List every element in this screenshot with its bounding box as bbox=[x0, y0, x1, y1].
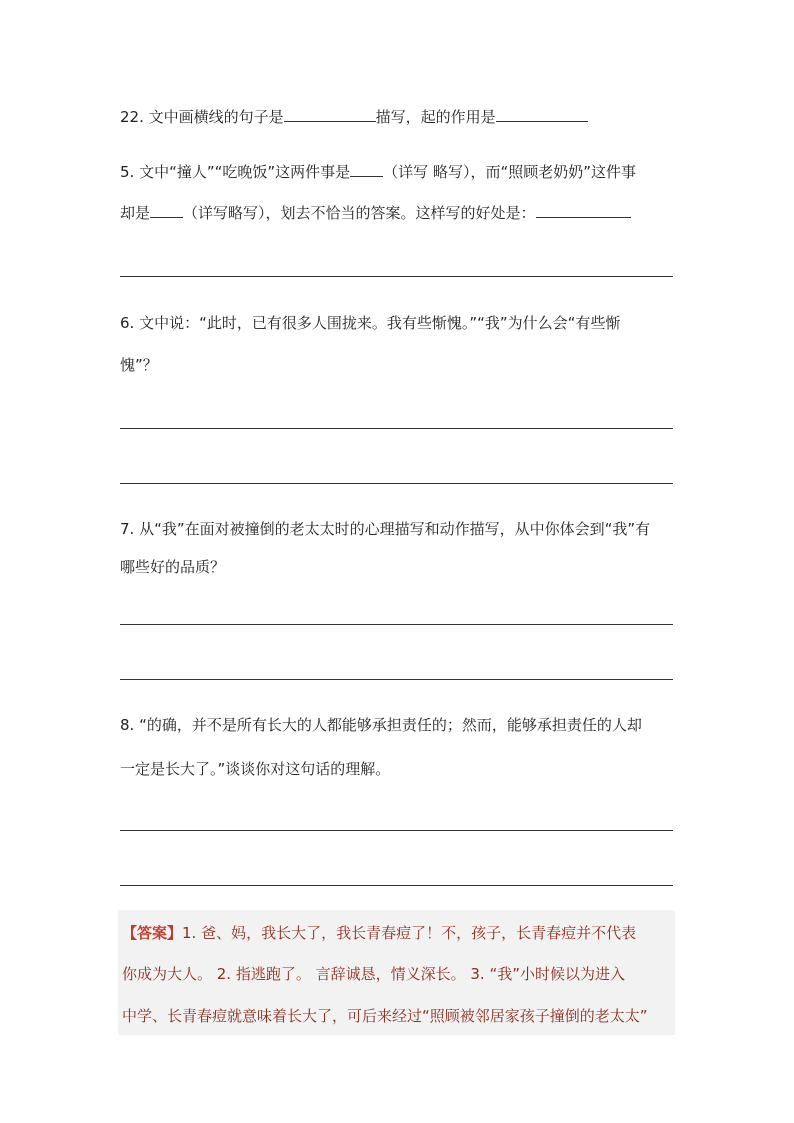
answer-line[interactable] bbox=[120, 679, 673, 680]
question-22 bbox=[120, 107, 588, 127]
answer-blank[interactable] bbox=[536, 203, 631, 218]
question-5-text: 却是 bbox=[120, 204, 151, 222]
answer-line[interactable] bbox=[120, 624, 673, 625]
answer-blank[interactable] bbox=[496, 107, 588, 122]
question-5-text: （详写略写），划去不恰当的答案。这样写的好处是： bbox=[183, 204, 536, 222]
question-7-line-2: 哪些好的品质？ bbox=[120, 558, 226, 576]
answer-text: 1. 爸、妈，我长大了，我长青春痘了！不，孩子，长青春痘并不代表 bbox=[182, 924, 637, 942]
answer-tag: 【答案】 bbox=[122, 924, 183, 942]
answer-line-1 bbox=[122, 923, 636, 943]
question-5-text: 5. 文中“撞人”“吃晚饭”这两件事是 bbox=[120, 163, 351, 181]
question-6-line-1: 6. 文中说：“此时，已有很多人围拢来。我有些惭愧。”“我”为什么会“有些惭 bbox=[120, 314, 621, 332]
question-22-text: 22. 文中画横线的句子是 bbox=[120, 108, 284, 126]
answer-line-3: 中学、长青春痘就意味着长大了，可后来经过“照顾被邻居家孩子撞倒的老太太” bbox=[122, 1007, 648, 1025]
question-5-line-1 bbox=[120, 162, 636, 182]
answer-line[interactable] bbox=[120, 885, 673, 886]
question-7-line-1: 7. 从“我”在面对被撞倒的老太太时的心理描写和动作描写，从中你体会到“我”有 bbox=[120, 520, 651, 538]
answer-block bbox=[118, 910, 675, 1035]
answer-blank[interactable] bbox=[284, 107, 376, 122]
answer-line[interactable] bbox=[120, 276, 673, 277]
question-22-text-mid: 描写，起的作用是 bbox=[375, 108, 496, 126]
question-5-text: （详写 略写），而“照顾老奶奶”这件事 bbox=[383, 163, 636, 181]
answer-line-2: 你成为大人。 2. 指逃跑了。 言辞诚恳，情义深长。 3. “我”小时候以为进入 bbox=[122, 965, 626, 983]
answer-line[interactable] bbox=[120, 830, 673, 831]
answer-blank[interactable] bbox=[150, 203, 183, 218]
answer-blank[interactable] bbox=[350, 162, 383, 177]
question-6-line-2: 愧”？ bbox=[120, 356, 158, 374]
question-5-line-2 bbox=[120, 203, 631, 223]
answer-line[interactable] bbox=[120, 428, 673, 429]
question-8-line-2: 一定是长大了。”谈谈你对这句话的理解。 bbox=[120, 760, 391, 778]
question-8-line-1: 8. “的确，并不是所有长大的人都能够承担责任的；然而，能够承担责任的人却 bbox=[120, 716, 642, 734]
answer-line[interactable] bbox=[120, 483, 673, 484]
